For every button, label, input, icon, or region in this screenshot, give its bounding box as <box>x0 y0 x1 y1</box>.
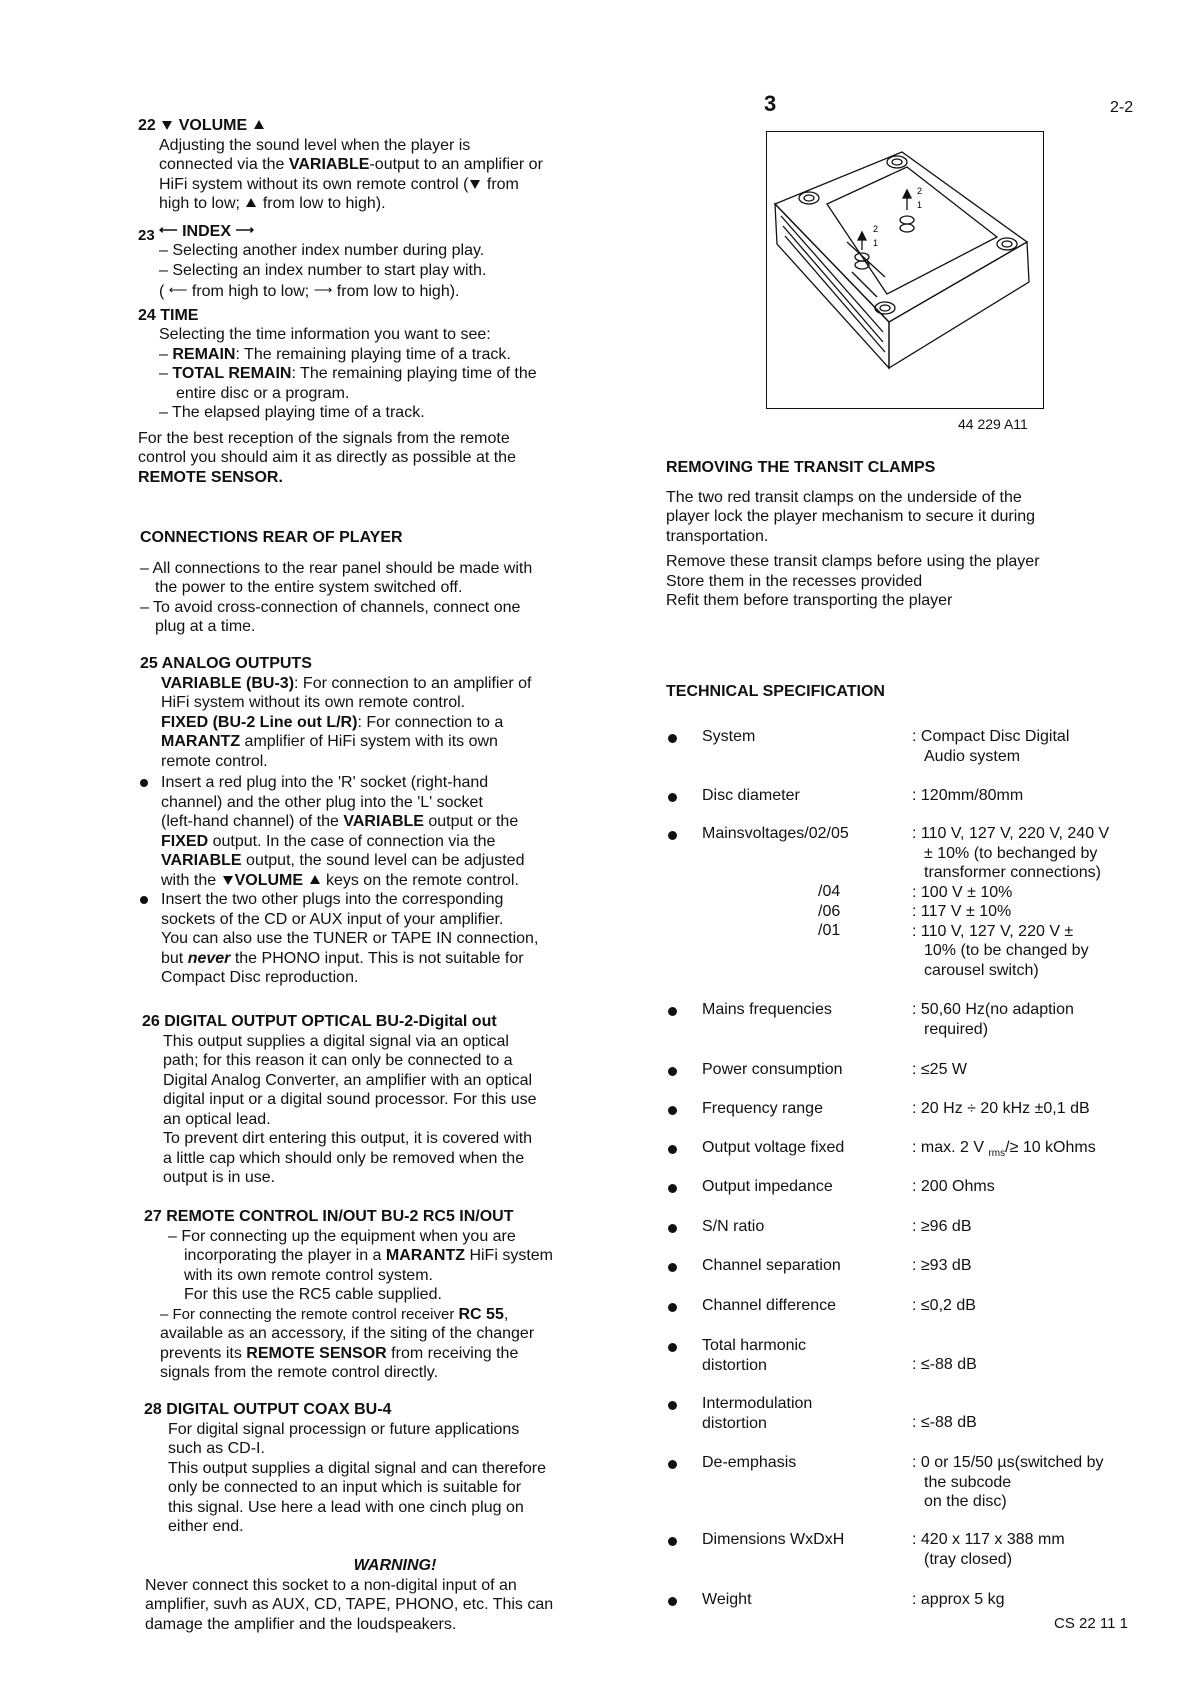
text-line: Selecting the time information you want to see: <box>159 326 491 343</box>
bullet-icon <box>668 1184 677 1193</box>
text-line: ( ⟵ from high to low; ⟶ from low to high). <box>159 282 460 300</box>
warning-title: WARNING! <box>353 1557 437 1574</box>
bullet-icon <box>668 1263 677 1272</box>
arrow-right-icon: ⟶ <box>235 221 255 237</box>
section-title: 28 DIGITAL OUTPUT COAX BU-4 <box>144 1401 392 1418</box>
figure-label: 2 <box>917 186 923 196</box>
section-title: INDEX <box>182 222 231 240</box>
section-title: 27 REMOTE CONTROL IN/OUT BU-2 RC5 IN/OUT <box>144 1208 514 1225</box>
text-line: – TOTAL REMAIN: The remaining playing time of the <box>159 365 537 382</box>
page-ref: 2-2 <box>1110 99 1134 116</box>
text-line: connected via the VARIABLE-output to an amplifier or <box>159 156 543 173</box>
connections-section: CONNECTIONS REAR OF PLAYER – All connections to the rear panel should be made with the power to the entire system switched off. – To avoid cross-connection of channels, connect one plug at a time. <box>140 528 640 637</box>
section-number: 23 <box>138 226 155 244</box>
list-item: Insert a red plug into the 'R' socket (right-hand channel) and the other plug into the 'L' socket (left-hand channel) of the VARIABLE output or the FIXED output. In the case of connection via the VARIABLE output, the sound level can be adjusted with the VOLUME keys on the remote control. <box>140 773 640 890</box>
arrow-left-icon: ⟵ <box>159 221 178 237</box>
bullet-icon <box>668 1343 677 1352</box>
section-24-time <box>138 306 638 423</box>
figure-label: 1 <box>917 200 923 210</box>
section-title: 24 TIME <box>138 306 199 324</box>
section-number: 22 <box>138 117 156 134</box>
figure-frame <box>766 131 1044 409</box>
text-line: entire disc or a program. <box>176 384 350 402</box>
bullet-icon <box>668 1224 677 1233</box>
left-column <box>138 116 638 487</box>
text-line: – REMAIN: The remaining playing time of a track. <box>159 345 511 363</box>
section-title: REMOVING THE TRANSIT CLAMPS <box>666 459 936 476</box>
section-title: VOLUME <box>178 117 248 134</box>
bullet-icon <box>668 793 677 802</box>
text-line: Adjusting the sound level when the player is <box>159 136 471 154</box>
list-item: Insert the two other plugs into the corresponding sockets of the CD or AUX input of your amplifier. You can also use the TUNER or TAPE IN connection, but never the PHONO input. This is not suitable for Compact Disc reproduction. <box>140 890 640 988</box>
text-line: – Selecting an index number to start play with. <box>159 261 487 279</box>
section-title: 26 DIGITAL OUTPUT OPTICAL BU-2-Digital out <box>142 1013 497 1030</box>
player-underside-illustration <box>767 132 1043 408</box>
down-triangle-icon <box>162 121 172 130</box>
spec-title: TECHNICAL SPECIFICATION <box>666 683 885 700</box>
text-line: – Selecting another index number during play. <box>159 242 485 259</box>
arrow-right-icon: ⟶ <box>313 282 333 297</box>
text-line: HiFi system without its own remote control ( from <box>159 175 519 193</box>
down-triangle-icon <box>223 876 233 885</box>
bullet-icon <box>668 1106 677 1115</box>
bullet-icon <box>668 1303 677 1312</box>
bullet-icon <box>668 1460 677 1469</box>
document-code: CS 22 11 1 <box>1054 1615 1128 1632</box>
transit-clamps-section: REMOVING THE TRANSIT CLAMPS The two red transit clamps on the underside of the player lock the player mechanism to secure it during transportation. Remove these transit clamps before using the player Store them in the recesses provided Refit them before transporting the player <box>666 458 1146 611</box>
bullet-icon <box>668 1145 677 1154</box>
figure-label: 2 <box>873 224 879 234</box>
bullet-icon <box>668 734 677 743</box>
section-25-analog-outputs: 25 ANALOG OUTPUTS VARIABLE (BU-3): For connection to an amplifier of HiFi system without its own remote control. FIXED (BU-2 Line out L/R): For connection to a MARANTZ amplifier of HiFi system with its own remote control. Insert a red plug into the 'R' socket (right-hand channel) and the other plug into the 'L' socket (left-hand channel) of the VARIABLE output or the FIXED output. In the case of connection via the VARIABLE output, the sound level can be adjusted with the VOLUME keys on the remote control. Insert the two other plugs into the corresponding sockets of the CD or AUX input of your amplifier. You can also use the TUNER or TAPE IN connection, but never the PHONO input. This is not suitable for Compact Disc reproduction. <box>140 654 640 988</box>
bullet-icon <box>668 1597 677 1606</box>
up-triangle-icon <box>310 875 320 884</box>
bullet-icon <box>140 779 148 787</box>
text-line: high to low; from low to high). <box>159 195 386 212</box>
section-title: 25 ANALOG OUTPUTS <box>140 655 312 672</box>
section-27-remote-control: 27 REMOTE CONTROL IN/OUT BU-2 RC5 IN/OUT – For connecting up the equipment when you are incorporating the player in a MARANTZ HiFi system with its own remote control system. For this use the RC5 cable supplied. – For connecting the remote control receiver RC 55, available as an accessory, if the siting of the changer prevents its REMOTE SENSOR from receiving the signals from the remote control directly. <box>144 1207 644 1383</box>
remote-note: For the best reception of the signals from the remote control you should aim it as directly as possible at the REMOTE SENSOR. <box>138 429 516 486</box>
text-line: – The elapsed playing time of a track. <box>159 404 425 421</box>
spec-row-mains: Mainsvoltages/02/05 : 110 V, 127 V, 220 V, 240 V ± 10% (to bechanged by transformer connections) : 100 V ± 10% : 117 V ± 10% : 110 V, 127 V, 220 V ± 10% (to be changed by carousel switch) /04 /06 /01 <box>668 824 1138 984</box>
bullet-icon <box>668 1401 677 1410</box>
section-title: CONNECTIONS REAR OF PLAYER <box>140 529 403 546</box>
figure-label: 1 <box>873 238 879 248</box>
up-triangle-icon <box>254 120 264 129</box>
figure-caption: 44 229 A11 <box>958 416 1028 432</box>
down-triangle-icon <box>470 180 480 189</box>
bullet-icon <box>668 831 677 840</box>
section-22-volume <box>138 116 638 214</box>
section-23-index <box>138 220 638 302</box>
section-28-digital-coax: 28 DIGITAL OUTPUT COAX BU-4 For digital signal processign or future applications such as CD-I. This output supplies a digital signal and can therefore only be connected to an input which is suitable for this signal. Use here a lead with one cinch plug on either end. <box>144 1400 644 1537</box>
arrow-left-icon: ⟵ <box>168 282 188 297</box>
section-26-digital-optical: 26 DIGITAL OUTPUT OPTICAL BU-2-Digital out This output supplies a digital signal via an optical path; for this reason it can only be connected to a Digital Analog Converter, an amplifier with an optical digital input or a digital sound processor. For this use an optical lead. To prevent dirt entering this output, it is covered with a little cap which should only be removed when the output is in use. <box>142 1012 642 1188</box>
bullet-icon <box>668 1537 677 1546</box>
bullet-icon <box>668 1067 677 1076</box>
bullet-icon <box>140 896 148 904</box>
up-triangle-icon <box>246 198 256 207</box>
warning-block: WARNING! Never connect this socket to a non-digital input of an amplifier, suvh as AUX, CD, TAPE, PHONO, etc. This can damage the amplifier and the loudspeakers. <box>145 1556 645 1634</box>
bullet-icon <box>668 1007 677 1016</box>
page-number: 3 <box>764 91 777 116</box>
